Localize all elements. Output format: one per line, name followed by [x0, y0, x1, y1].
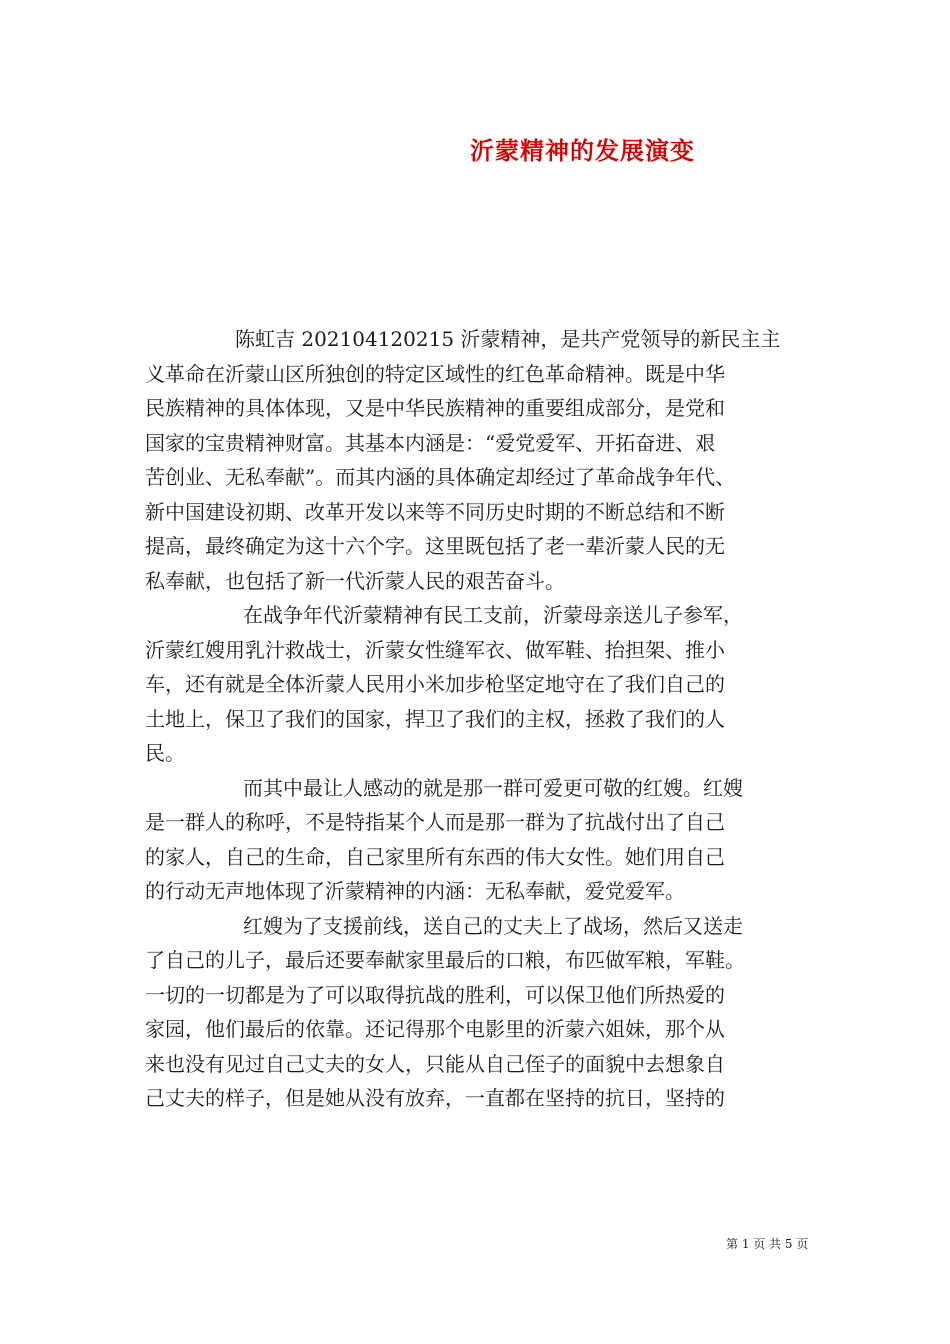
paragraph-line: 新中国建设初期、改革开发以来等不同历史时期的不断总结和不断	[145, 499, 725, 524]
paragraph-line: 的行动无声地体现了沂蒙精神的内涵：无私奉献，爱党爱军。	[145, 879, 685, 903]
paragraph-line: 土地上，保卫了我们的国家，捍卫了我们的主权，拯救了我们的人	[145, 706, 725, 731]
paragraph-line: 义革命在沂蒙山区所独创的特定区域性的红色革命精神。既是中华	[145, 361, 725, 386]
paragraph-line: 是一群人的称呼，不是特指某个人而是那一群为了抗战付出了自己	[145, 810, 725, 834]
page-number-footer: 第 1 页 共 5 页	[726, 1237, 809, 1251]
paragraph-line: 国家的宝贵精神财富。其基本内涵是：“爱党爱军、开拓奋进、艰	[145, 430, 716, 455]
paragraph-line: 车，还有就是全体沂蒙人民用小米加步枪坚定地守在了我们自己的	[145, 672, 725, 696]
paragraph-line: 私奉献，也包括了新一代沂蒙人民的艰苦奋斗。	[145, 568, 565, 593]
paragraph-line: 来也没有见过自己丈夫的女人，只能从自己侄子的面貌中去想象自	[145, 1051, 725, 1076]
document-title: 沂蒙精神的发展演变	[470, 136, 695, 165]
paragraph-line: 家园，他们最后的依靠。还记得那个电影里的沂蒙六姐妹，那个从	[145, 1017, 725, 1041]
paragraph-line: 提高，最终确定为这十六个字。这里既包括了老一辈沂蒙人民的无	[145, 534, 725, 558]
paragraph-line: 而其中最让人感动的就是那一群可爱更可敬的红嫂。红嫂	[243, 775, 743, 800]
paragraph-line: 己丈夫的样子，但是她从没有放弃，一直都在坚持的抗日，坚持的	[145, 1086, 725, 1110]
paragraph-line: 苦创业、无私奉献”。而其内涵的具体确定却经过了革命战争年代、	[145, 465, 736, 489]
paragraph-line: 沂蒙红嫂用乳汁救战士，沂蒙女性缝军衣、做军鞋、抬担架、推小	[145, 637, 725, 662]
paragraph-line: 在战争年代沂蒙精神有民工支前，沂蒙母亲送儿子参军，	[243, 603, 743, 627]
paragraph-line: 民。	[145, 741, 185, 765]
paragraph-line: 一切的一切都是为了可以取得抗战的胜利，可以保卫他们所热爱的	[145, 982, 725, 1007]
paragraph-line: 的家人，自己的生命，自己家里所有东西的伟大女性。她们用自己	[145, 844, 725, 869]
paragraph-line: 民族精神的具体体现，又是中华民族精神的重要组成部分，是党和	[145, 396, 725, 420]
paragraph-line: 了自己的儿子，最后还要奉献家里最后的口粮，布匹做军粮，军鞋。	[145, 948, 745, 972]
document-body	[145, 322, 825, 1116]
paragraph-line: 红嫂为了支援前线，送自己的丈夫上了战场，然后又送走	[243, 913, 743, 938]
paragraph-line: 陈虹吉 202104120215 沂蒙精神，是共产党领导的新民主主	[235, 327, 781, 351]
